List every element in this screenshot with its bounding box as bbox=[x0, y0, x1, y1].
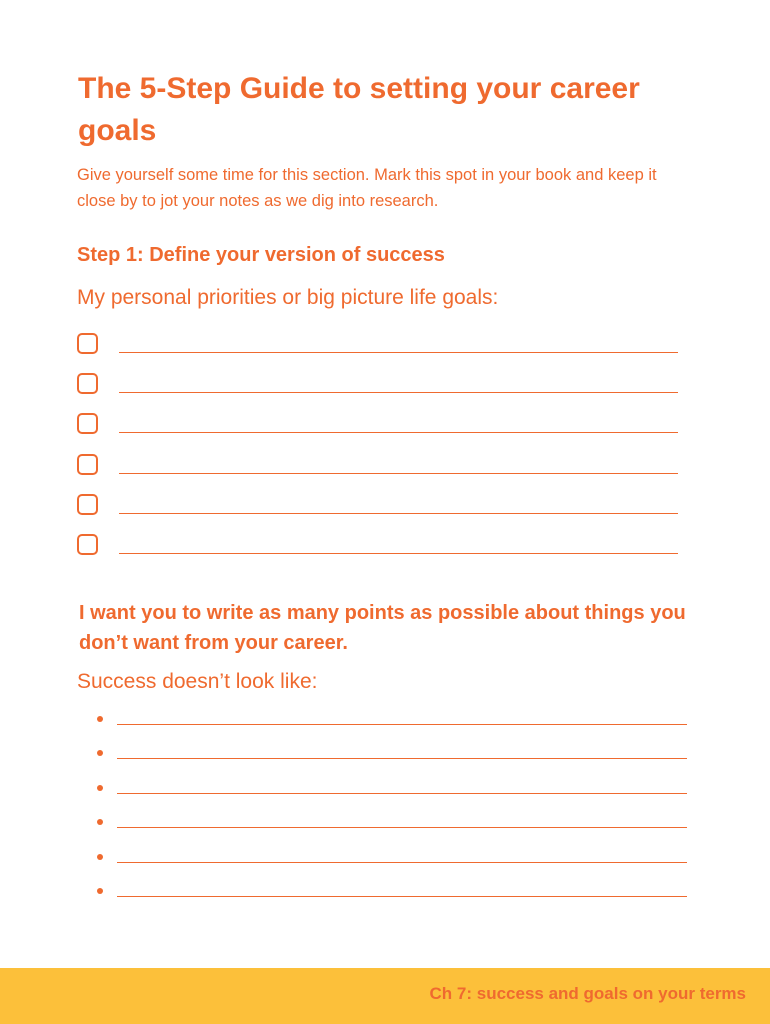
bullet-icon bbox=[97, 750, 103, 756]
write-in-line[interactable] bbox=[117, 758, 687, 759]
priorities-prompt: My personal priorities or big picture life goals: bbox=[77, 286, 499, 309]
write-in-line[interactable] bbox=[117, 793, 687, 794]
step-1-heading: Step 1: Define your version of success bbox=[77, 244, 445, 266]
bullet-icon bbox=[97, 854, 103, 860]
write-in-line[interactable] bbox=[119, 553, 678, 554]
checklist-item bbox=[77, 413, 687, 453]
checklist-item bbox=[77, 454, 687, 494]
bullet-icon bbox=[97, 716, 103, 722]
write-in-line[interactable] bbox=[117, 827, 687, 828]
checkbox[interactable] bbox=[77, 413, 98, 434]
write-in-line[interactable] bbox=[119, 352, 678, 353]
bullet-icon bbox=[97, 785, 103, 791]
checklist-item bbox=[77, 333, 687, 373]
intro-text: Give yourself some time for this section. Mark this spot in your book and keep it close by to jot your notes as we dig into research. bbox=[77, 166, 657, 210]
bullet-icon bbox=[97, 819, 103, 825]
write-in-line[interactable] bbox=[117, 862, 687, 863]
footer-band bbox=[0, 968, 770, 1024]
write-in-line[interactable] bbox=[119, 392, 678, 393]
success-not-prompt: Success doesn’t look like: bbox=[77, 670, 318, 693]
list-item bbox=[95, 710, 695, 744]
checklist-item bbox=[77, 534, 687, 574]
write-in-line[interactable] bbox=[117, 724, 687, 725]
list-item bbox=[95, 779, 695, 813]
dont-want-list bbox=[95, 710, 695, 916]
checkbox[interactable] bbox=[77, 534, 98, 555]
write-in-line[interactable] bbox=[117, 896, 687, 897]
write-in-line[interactable] bbox=[119, 513, 678, 514]
checklist-item bbox=[77, 373, 687, 413]
bullet-icon bbox=[97, 888, 103, 894]
write-in-line[interactable] bbox=[119, 432, 678, 433]
list-item bbox=[95, 744, 695, 778]
write-in-line[interactable] bbox=[119, 473, 678, 474]
checkbox[interactable] bbox=[77, 454, 98, 475]
list-item bbox=[95, 813, 695, 847]
list-item bbox=[95, 882, 695, 916]
checkbox[interactable] bbox=[77, 494, 98, 515]
page-title: The 5-Step Guide to setting your career goals bbox=[78, 72, 640, 147]
dont-want-heading: I want you to write as many points as possible about things you don’t want from your career. bbox=[79, 602, 686, 654]
checklist-item bbox=[77, 494, 687, 534]
checkbox[interactable] bbox=[77, 333, 98, 354]
chapter-footer: Ch 7: success and goals on your terms bbox=[429, 984, 746, 1003]
checkbox[interactable] bbox=[77, 373, 98, 394]
list-item bbox=[95, 848, 695, 882]
priorities-checklist bbox=[77, 333, 687, 574]
